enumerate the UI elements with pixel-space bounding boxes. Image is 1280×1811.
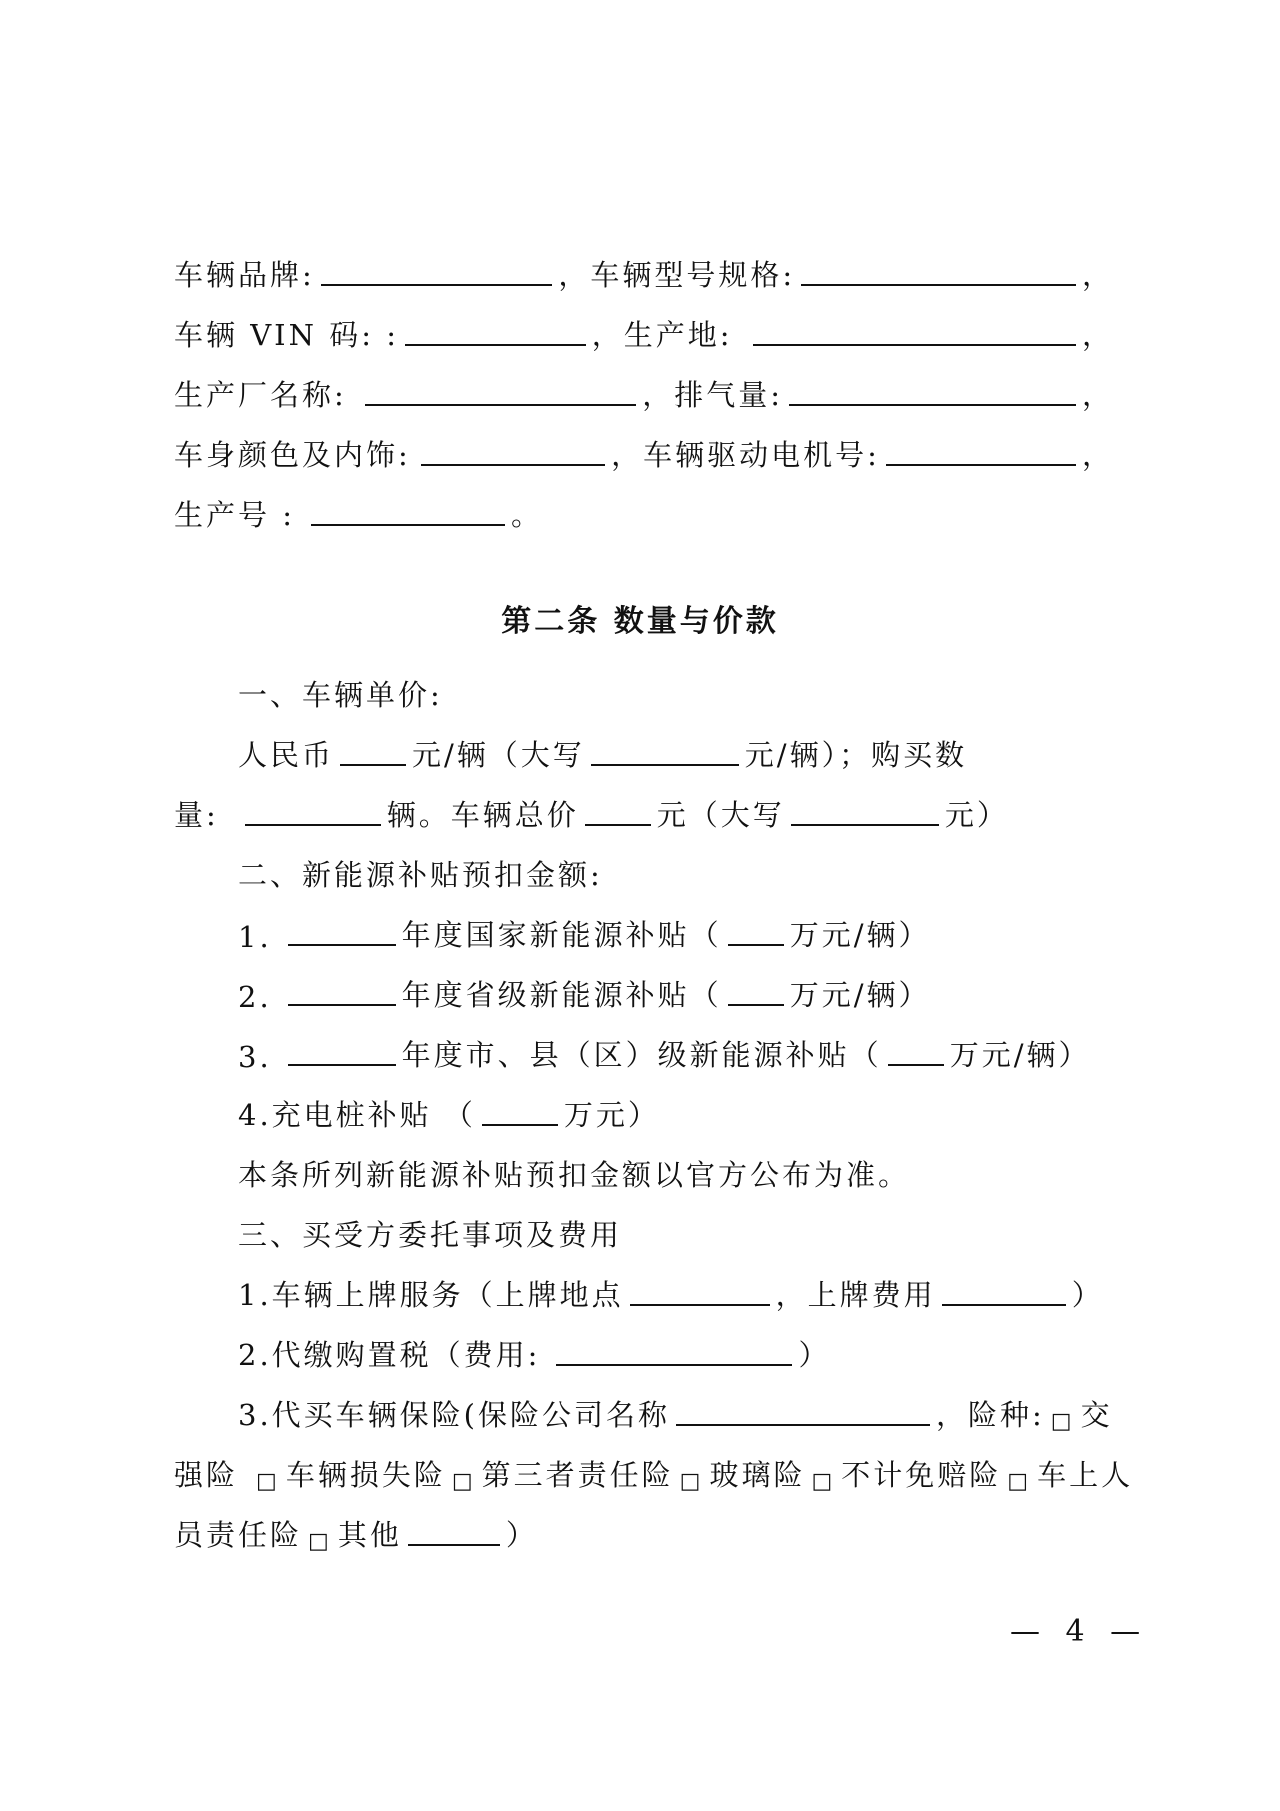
origin-field[interactable]: [753, 340, 1076, 346]
plate-fee-field[interactable]: [942, 1300, 1066, 1306]
quantity-unit: 辆。车辆总价: [386, 798, 579, 832]
provincial-amount-field[interactable]: [728, 1000, 784, 1006]
insurance-line-2: [174, 1434, 1134, 1494]
displacement-field[interactable]: [789, 400, 1076, 406]
note-line: [238, 1134, 1178, 1194]
unit-per-vehicle-end: 元/辆）；购买数: [744, 738, 968, 772]
vin-line: [174, 294, 1114, 354]
color-line: [174, 414, 1114, 474]
passenger-text-b: 员责任险: [174, 1518, 303, 1552]
subsidy-city-line: [238, 1014, 1178, 1074]
vin-label: 车辆 VIN 码: :: [174, 318, 399, 352]
item-number: 3.: [238, 1040, 272, 1074]
insurance-company-label: 3.代买车辆保险(保险公司名称: [238, 1398, 670, 1432]
insurance-company-field[interactable]: [676, 1420, 930, 1426]
wan-per-vehicle: 万元/辆）: [789, 978, 931, 1012]
unit-per-vehicle: 元/辆（大写: [412, 738, 585, 772]
item-number: 2.: [238, 980, 272, 1014]
section2-title: [238, 834, 1178, 894]
displacement-label: ，排气量:: [642, 378, 784, 412]
manufacturer-line: [174, 354, 1114, 414]
passenger-checkbox[interactable]: □: [1007, 1469, 1032, 1494]
purchase-tax-line: [238, 1314, 1178, 1374]
vehicle-loss-text: 车辆损失险: [285, 1458, 446, 1492]
other-checkbox[interactable]: □: [308, 1529, 332, 1554]
compulsory-text-a: 交: [1080, 1398, 1113, 1432]
comma: ，: [1081, 378, 1114, 412]
plate-location-field[interactable]: [630, 1300, 770, 1306]
other-text: 其他: [337, 1518, 402, 1552]
motor-field[interactable]: [886, 460, 1076, 466]
section3-title: [238, 1194, 1178, 1254]
total-price-field[interactable]: [585, 820, 651, 826]
charging-pile-text: 4.充电桩补贴 （: [238, 1098, 476, 1132]
glass-text: 玻璃险: [709, 1458, 806, 1492]
insurance-line-3: [174, 1494, 1114, 1554]
origin-label: ，生产地:: [591, 318, 733, 352]
national-year-field[interactable]: [288, 940, 396, 946]
vehicle-loss-checkbox[interactable]: □: [256, 1469, 280, 1494]
brand-field[interactable]: [321, 280, 553, 286]
city-amount-field[interactable]: [888, 1060, 944, 1066]
comma: ，: [1081, 318, 1114, 352]
close-paren: ）: [505, 1518, 538, 1552]
deductible-text: 不计免赔险: [841, 1458, 1002, 1492]
subsidy-national-line: [238, 894, 1178, 954]
wan-per-vehicle: 万元/辆）: [789, 918, 931, 952]
section1-title-text: 一、车辆单价:: [238, 678, 443, 712]
plate-service-line: [238, 1254, 1178, 1314]
deductible-checkbox[interactable]: □: [811, 1469, 836, 1494]
compulsory-text-b: 强险: [174, 1458, 239, 1492]
other-field[interactable]: [408, 1540, 500, 1546]
wan-end: 万元）: [563, 1098, 660, 1132]
compulsory-checkbox[interactable]: □: [1050, 1409, 1075, 1434]
comma: ，: [1081, 438, 1114, 472]
city-subsidy-text: 年度市、县（区）级新能源补贴（: [401, 1038, 882, 1072]
section2-title-text: 二、新能源补贴预扣金额:: [238, 858, 603, 892]
quantity-label: 量:: [174, 798, 219, 832]
charging-pile-line: [238, 1074, 1178, 1134]
third-party-checkbox[interactable]: □: [451, 1469, 476, 1494]
provincial-subsidy-text: 年度省级新能源补贴（: [401, 978, 722, 1012]
brand-label: 车辆品牌:: [174, 258, 315, 292]
comma: ，: [1081, 258, 1114, 292]
item-number: 1.: [238, 920, 272, 954]
brand-line: [174, 234, 1114, 294]
section3-title-text: 三、买受方委托事项及费用: [238, 1218, 623, 1252]
insurance-type-label: ，险种:: [935, 1398, 1045, 1432]
period: 。: [511, 498, 544, 532]
plate-location-label: 1.车辆上牌服务（上牌地点: [238, 1278, 624, 1312]
national-amount-field[interactable]: [728, 940, 784, 946]
manufacturer-label: 生产厂名称:: [174, 378, 347, 412]
purchase-tax-field[interactable]: [556, 1360, 792, 1366]
total-capital-field[interactable]: [791, 820, 939, 826]
model-label: ，车辆型号规格:: [558, 258, 796, 292]
unit-price-field[interactable]: [340, 760, 406, 766]
quantity-line: [174, 774, 1114, 834]
plate-fee-label: ，上牌费用: [775, 1278, 936, 1312]
quantity-field[interactable]: [245, 820, 381, 826]
vin-field[interactable]: [405, 340, 586, 346]
note-text: 本条所列新能源补贴预扣金额以官方公布为准。: [238, 1158, 911, 1192]
national-subsidy-text: 年度国家新能源补贴（: [401, 918, 722, 952]
section1-title: [238, 654, 1178, 714]
production-no-label: 生产号 :: [174, 498, 295, 532]
total-unit: 元（大写: [656, 798, 785, 832]
close-paren: ）: [1071, 1278, 1104, 1312]
city-year-field[interactable]: [288, 1060, 396, 1066]
manufacturer-field[interactable]: [365, 400, 636, 406]
passenger-text-a: 车上人: [1037, 1458, 1134, 1492]
rmb-label: 人民币: [238, 738, 335, 772]
insurance-line-1: [238, 1374, 1178, 1434]
article-title: 第二条 数量与价款: [501, 604, 779, 639]
page-number: — 4 —: [1010, 1614, 1149, 1649]
color-field[interactable]: [421, 460, 605, 466]
purchase-tax-label: 2.代缴购置税（费用:: [238, 1338, 541, 1372]
charging-amount-field[interactable]: [482, 1120, 558, 1126]
production-no-field[interactable]: [311, 520, 505, 526]
total-end: 元）: [944, 798, 1009, 832]
third-party-text: 第三者责任险: [481, 1458, 674, 1492]
color-label: 车身颜色及内饰:: [174, 438, 411, 472]
unit-price-line: [238, 714, 1178, 774]
production-no-line: [174, 474, 1114, 534]
model-field[interactable]: [801, 280, 1076, 286]
subsidy-provincial-line: [238, 954, 1178, 1014]
glass-checkbox[interactable]: □: [679, 1469, 704, 1494]
provincial-year-field[interactable]: [288, 1000, 396, 1006]
motor-label: ，车辆驱动电机号:: [611, 438, 880, 472]
close-paren: ）: [798, 1338, 831, 1372]
wan-per-vehicle: 万元/辆）: [949, 1038, 1091, 1072]
unit-price-capital-field[interactable]: [591, 760, 739, 766]
